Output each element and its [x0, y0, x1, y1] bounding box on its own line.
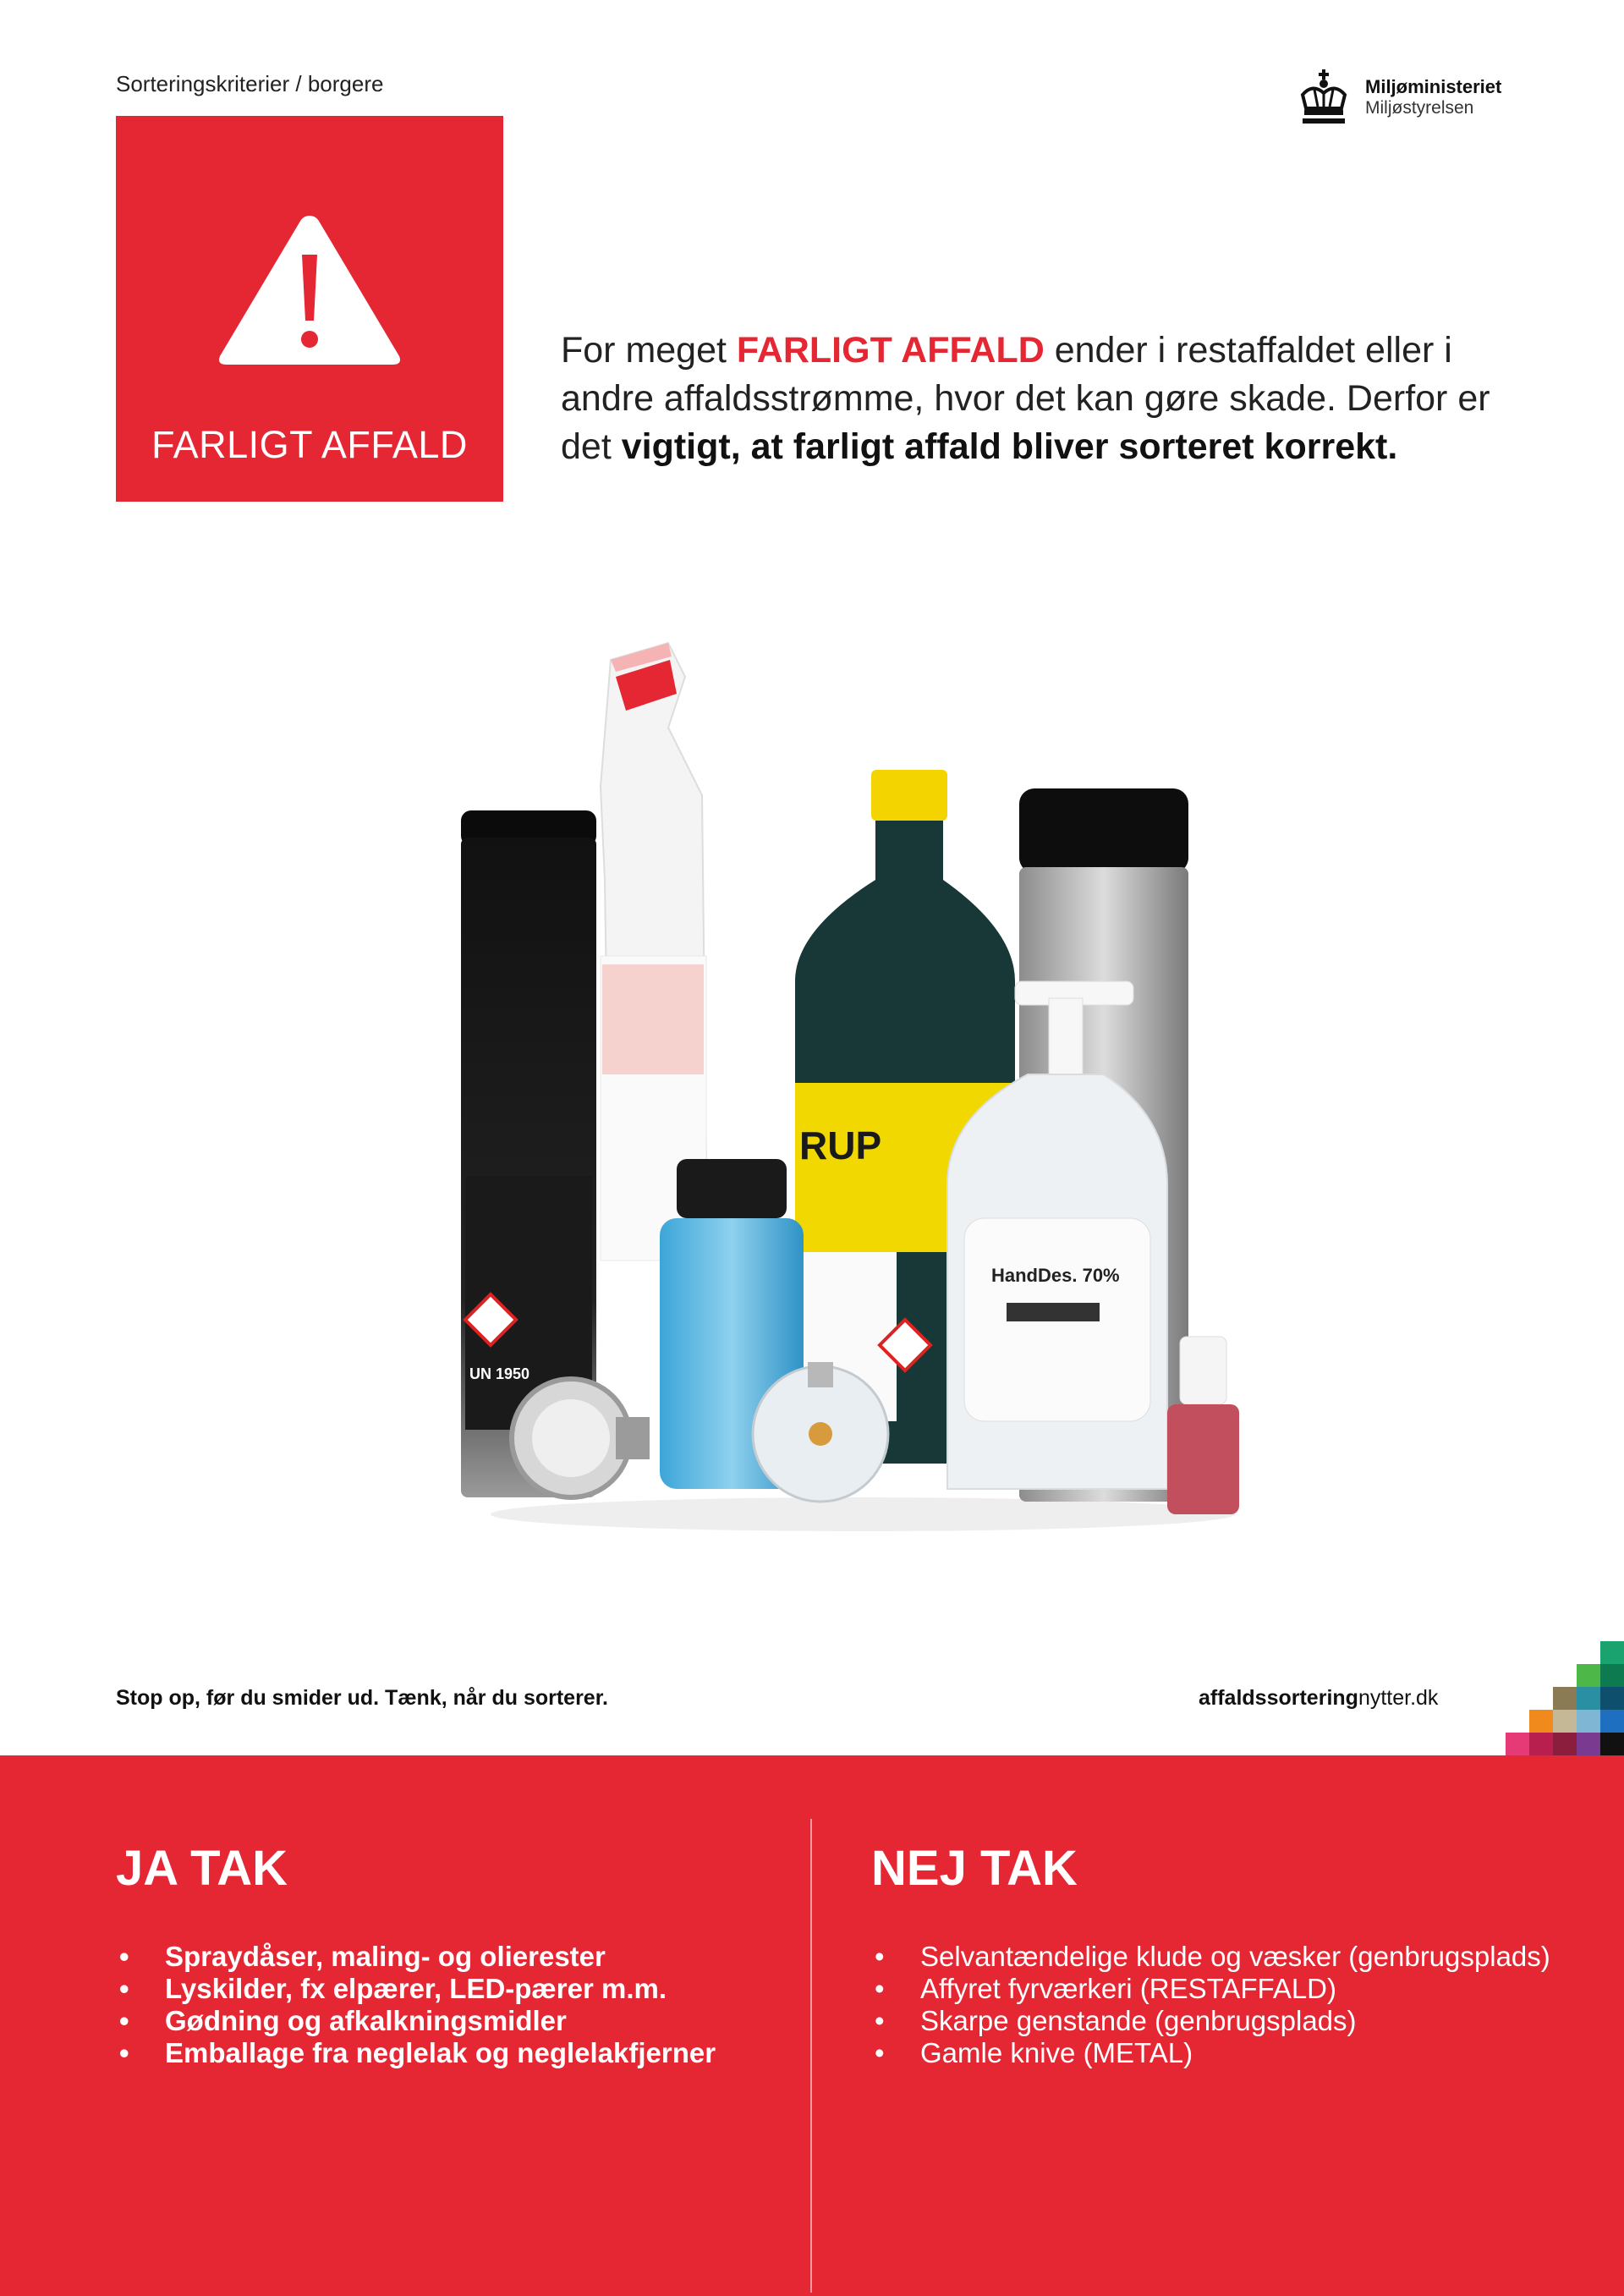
intro-highlight: FARLIGT AFFALD [736, 330, 1045, 371]
list-item: • Lyskilder, fx elpærer, LED-pærer m.m. [116, 1973, 776, 2005]
slogan: Stop op, før du smider ud. Tænk, når du sorterer. [116, 1686, 609, 1710]
sorting-lists-section [0, 1755, 1624, 2296]
intro-bold: vigtigt, at farligt affald bliver sorteret korrekt. [621, 426, 1398, 468]
warning-triangle-icon [215, 211, 404, 370]
hazard-badge [116, 116, 503, 502]
hazardous-products-photo [423, 626, 1286, 1540]
no-list-column [871, 1840, 1565, 2069]
yes-list [116, 1941, 776, 2069]
un-code-label: UN 1950 [469, 1365, 530, 1382]
pixel-mosaic-logo [1506, 1641, 1624, 1755]
agency-name: Miljøstyrelsen [1365, 97, 1474, 118]
intro-part1: For meget [561, 330, 737, 371]
ministry-name: Miljøministeriet [1365, 76, 1502, 98]
list-item: • Gamle knive (METAL) [871, 2037, 1565, 2069]
url-bold-part: affaldssortering [1199, 1686, 1358, 1710]
column-divider [810, 1819, 812, 2293]
list-item: • Affyret fyrværkeri (RESTAFFALD) [871, 1973, 1565, 2005]
no-heading: NEJ TAK [871, 1841, 1078, 1896]
list-item: • Selvantændelige klude og væsker (genbrugsplads) [871, 1941, 1565, 1973]
crup-label: RUP [799, 1123, 882, 1167]
breadcrumb: Sorteringskriterier / borgere [116, 71, 384, 96]
list-item: • Gødning og afkalkningsmidler [116, 2005, 776, 2037]
crown-icon [1298, 69, 1350, 125]
ministry-logo [1298, 69, 1501, 125]
list-item: • Spraydåser, maling- og olierester [116, 1941, 776, 1973]
list-item: • Emballage fra neglelak og neglelakfjerner [116, 2037, 776, 2069]
yes-list-column [116, 1840, 776, 2069]
intro-text [561, 327, 1542, 472]
handdes-label: HandDes. 70% [991, 1265, 1120, 1286]
list-item: • Skarpe genstande (genbrugsplads) [871, 2005, 1565, 2037]
halogen-bulb [512, 1379, 650, 1497]
yes-heading: JA TAK [116, 1841, 288, 1896]
no-list [871, 1941, 1565, 2069]
url-rest-part: nytter.dk [1358, 1686, 1439, 1710]
badge-label: FARLIGT AFFALD [151, 423, 468, 466]
intro-part2: ender i restaffaldet eller i andre affaldsstrømme, hvor det kan gøre skade. Derfor er det [561, 330, 1490, 468]
website-link[interactable] [1199, 1686, 1438, 1711]
